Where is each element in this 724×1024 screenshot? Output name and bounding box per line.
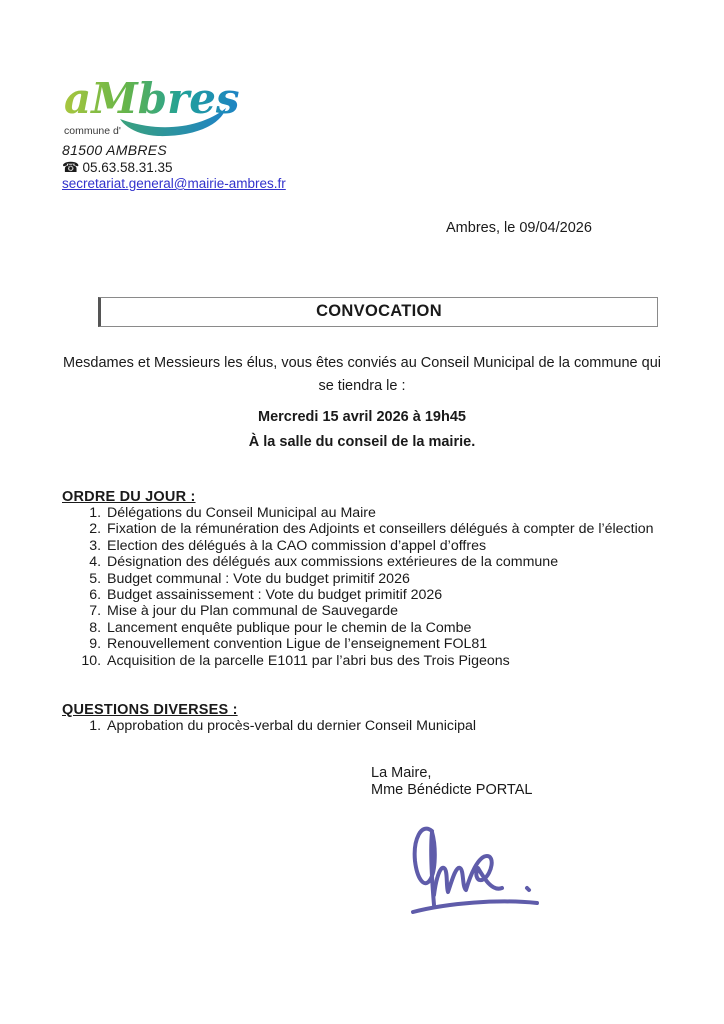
agenda-item: 3. Election des délégués à la CAO commission d’appel d’offres bbox=[105, 538, 662, 554]
phone-icon: ☎ bbox=[62, 159, 80, 175]
agenda-heading: ORDRE DU JOUR : bbox=[62, 489, 196, 505]
email-link[interactable]: secretariat.general@mairie-ambres.fr bbox=[62, 176, 286, 191]
questions-list bbox=[62, 718, 662, 734]
intro-section bbox=[62, 352, 662, 453]
dateline: Ambres, le 09/04/2026 bbox=[446, 220, 592, 236]
meeting-datetime: Mercredi 15 avril 2026 à 19h45 bbox=[258, 409, 466, 425]
agenda-item: 9. Renouvellement convention Ligue de l’enseignement FOL81 bbox=[105, 636, 662, 652]
phone-number: 05.63.58.31.35 bbox=[82, 160, 173, 175]
signature-block bbox=[371, 765, 662, 799]
agenda-item: 5. Budget communal : Vote du budget primitif 2026 bbox=[105, 571, 662, 587]
questions-heading: QUESTIONS DIVERSES : bbox=[62, 702, 238, 719]
signer-role: La Maire, bbox=[371, 765, 432, 782]
agenda-item: 10. Acquisition de la parcelle E1011 par l’abri bus des Trois Pigeons bbox=[105, 653, 662, 669]
agenda-item: 6. Budget assainissement : Vote du budget primitif 2026 bbox=[105, 587, 662, 603]
agenda-item: 8. Lancement enquête publique pour le chemin de la Combe bbox=[105, 620, 662, 636]
agenda-list bbox=[62, 505, 662, 669]
meeting-location: À la salle du conseil de la mairie. bbox=[248, 434, 476, 450]
document-title: CONVOCATION bbox=[316, 302, 442, 320]
agenda-item: 4. Désignation des délégués aux commissions extérieures de la commune bbox=[105, 554, 662, 570]
agenda-item: 2. Fixation de la rémunération des Adjoints et conseillers délégués à compter de l’élection bbox=[105, 521, 662, 537]
agenda-item: 7. Mise à jour du Plan communal de Sauvegarde bbox=[105, 603, 662, 619]
agenda-item: 1. Délégations du Conseil Municipal au Maire bbox=[105, 505, 662, 521]
title-box bbox=[98, 297, 658, 327]
commune-logo bbox=[62, 66, 662, 140]
phone-line bbox=[62, 159, 662, 176]
postal-address: 81500 AMBRES bbox=[62, 142, 168, 158]
signer-name: Mme Bénédicte PORTAL bbox=[371, 782, 533, 799]
question-item: 1. Approbation du procès-verbal du dernier Conseil Municipal bbox=[105, 718, 662, 734]
handwritten-signature-icon bbox=[388, 819, 566, 927]
contact-block bbox=[62, 142, 662, 192]
ambres-wordmark-icon bbox=[62, 66, 240, 140]
logo-tagline-text: commune d' bbox=[64, 125, 121, 137]
intro-text: Mesdames et Messieurs les élus, vous êtes conviés au Conseil Municipal de la commune qui se tiendra le : bbox=[62, 355, 661, 394]
logo-wordmark-text: aMbres bbox=[64, 74, 240, 123]
